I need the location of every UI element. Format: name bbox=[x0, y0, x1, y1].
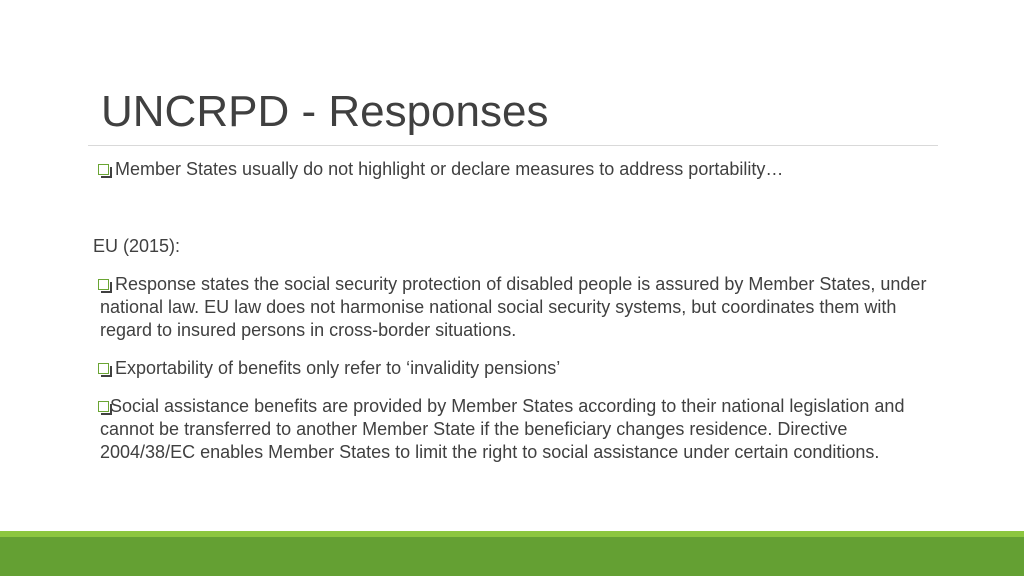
bullet-text: Exportability of benefits only refer to ‘invalidity pensions’ bbox=[115, 358, 561, 378]
bullet-text: Social assistance benefits are provided by Member States according to their national legislation and cannot be transferred to another Member State if the beneficiary changes residence. Directive 2004/38/EC enables Member States to limit the right to social assistance under certain conditions. bbox=[100, 396, 905, 462]
bullet-text: Member States usually do not highlight or declare measures to address portability… bbox=[115, 159, 784, 179]
title-divider bbox=[88, 145, 938, 146]
slide-title: UNCRPD - Responses bbox=[101, 87, 549, 136]
checkbox-square-icon bbox=[98, 401, 109, 412]
eu-heading: EU (2015): bbox=[93, 236, 181, 256]
slide-body bbox=[93, 158, 943, 464]
bullet-item bbox=[93, 395, 943, 464]
bullet-item bbox=[93, 357, 943, 380]
checkbox-square-icon bbox=[98, 164, 109, 175]
checkbox-square-icon bbox=[98, 363, 109, 374]
checkbox-square-icon bbox=[98, 279, 109, 290]
footer-bar bbox=[0, 537, 1024, 576]
bullet-item bbox=[93, 158, 943, 181]
bullet-text: Response states the social security protection of disabled people is assured by Member States, under national law. EU law does not harmonise national social security systems, but coordinates them with regard to insured persons in cross-border situations. bbox=[100, 274, 927, 340]
bullet-item bbox=[93, 273, 943, 342]
